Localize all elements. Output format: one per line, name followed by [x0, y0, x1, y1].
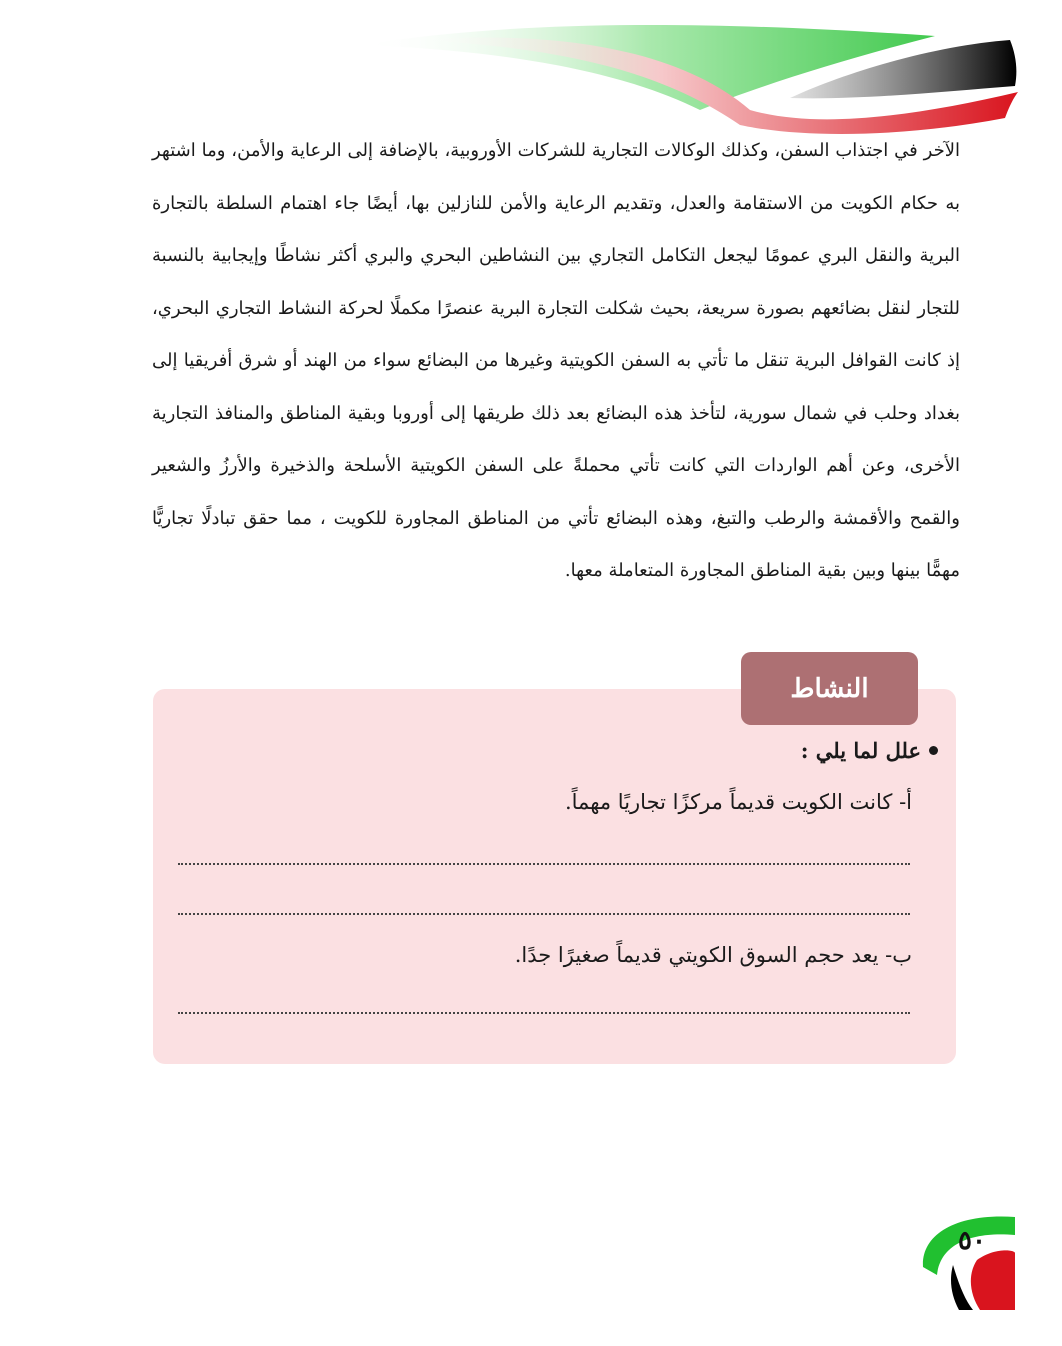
bullet-icon — [929, 746, 938, 755]
activity-title: النشاط — [741, 652, 918, 725]
main-paragraph: الآخر في اجتذاب السفن، وكذلك الوكالات التجارية للشركات الأوروبية، بالإضافة إلى الرعاية والأمن، وما اشتهر به حكام الكويت من الاستقامة والعدل، وتقديم الرعاية والأمن للنازلين بها، أيضًا جاء اهتمام السلطة بالتجارة البرية والنقل البري عمومًا ليجعل التكامل التجاري بين النشاطين البحري والبري أكثر نشاطًا وإيجابية بالنسبة للتجار لنقل بضائعهم بصورة سريعة، بحيث شكلت التجارة البرية عنصرًا مكملًا لحركة النشاط التجاري البحري، إذ كانت القوافل البرية تنقل ما تأتي به السفن الكويتية وغيرها من البضائع سواء من الهند أو شرق أفريقيا إلى بغداد وحلب في شمال سورية، لتأخذ هذه البضائع بعد ذلك طريقها إلى أوروبا وبقية المناطق والمنافذ التجارية الأخرى، وعن أهم الواردات التي كانت تأتي محملةً على السفن الكويتية الأسلحة والذخيرة والأرزُ والشعير والقمح والأقمشة والرطب والتبغ، وهذه البضائع تأتي من المناطق المجاورة للكويت ، مما حقق تبادلًا تجاريًّا مهمًّا بينها وبين بقية المناطق المجاورة المتعاملة معها. — [152, 140, 960, 581]
answer-line-a2[interactable] — [178, 913, 910, 915]
activity-item-b: ب- يعد حجم السوق الكويتي قديماً صغيرًا جدًا. — [514, 943, 912, 967]
activity-question-text: علل لما يلي : — [800, 738, 921, 763]
activity-item-a: أ- كانت الكويت قديماً مركزًا تجاريًا مهماً. — [564, 790, 912, 814]
answer-line-a1[interactable] — [178, 863, 910, 865]
page-number: ٥٠ — [958, 1226, 986, 1256]
answer-line-b1[interactable] — [178, 1012, 910, 1014]
flag-ribbon-decoration — [0, 0, 1062, 140]
activity-question — [801, 738, 938, 763]
page-corner-flag-icon — [915, 1205, 1020, 1315]
